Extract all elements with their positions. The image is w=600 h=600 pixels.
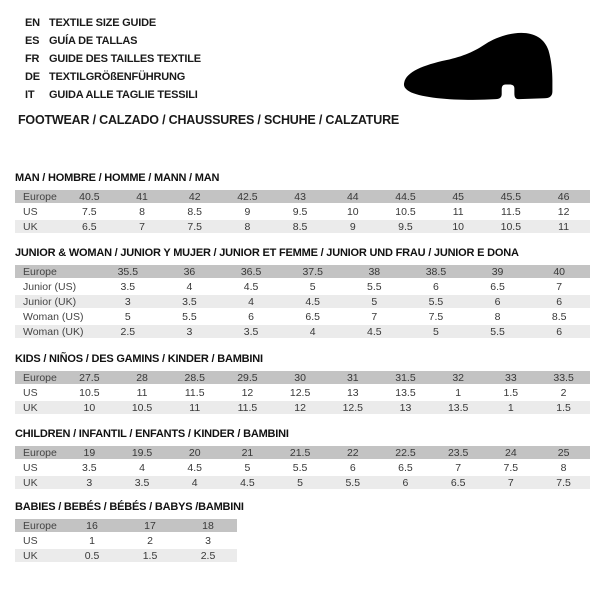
size-value: 6.5 (379, 461, 432, 476)
size-value: 7 (116, 220, 169, 235)
row-label: Junior (US) (15, 280, 97, 295)
size-value: 21 (221, 446, 274, 461)
size-value: 8.5 (528, 310, 590, 325)
size-value: 3.5 (63, 461, 116, 476)
size-value: 5.5 (467, 325, 529, 340)
size-value: 31.5 (379, 371, 432, 386)
size-value: 3 (97, 295, 159, 310)
language-label: TEXTILE SIZE GUIDE (49, 17, 157, 29)
size-value: 8.5 (274, 220, 327, 235)
size-value: 33 (485, 371, 538, 386)
table-row (15, 295, 590, 310)
size-value: 8 (221, 220, 274, 235)
size-value: 9 (326, 220, 379, 235)
size-value: 4.5 (168, 461, 221, 476)
size-value: 44 (326, 190, 379, 205)
size-value: 2.5 (97, 325, 159, 340)
language-code: EN (25, 17, 40, 29)
size-value: 8 (537, 461, 590, 476)
size-value: 25 (537, 446, 590, 461)
size-value: 4 (168, 476, 221, 491)
size-value: 11.5 (485, 205, 538, 220)
size-value: 42 (168, 190, 221, 205)
size-table-man (15, 190, 590, 235)
size-value: 11.5 (168, 386, 221, 401)
size-value: 11 (432, 205, 485, 220)
size-value: 5 (282, 280, 344, 295)
table-row (15, 190, 590, 205)
table-row (15, 476, 590, 491)
size-table-kids (15, 371, 590, 416)
row-label: UK (15, 476, 63, 491)
size-value: 38 (344, 265, 406, 280)
size-value: 6.5 (63, 220, 116, 235)
table-row (15, 519, 237, 534)
size-value: 3 (179, 534, 237, 549)
table-row (15, 534, 237, 549)
language-code: FR (25, 53, 40, 65)
size-value: 10 (326, 205, 379, 220)
size-value: 43 (274, 190, 327, 205)
size-value: 46 (537, 190, 590, 205)
language-code: ES (25, 35, 40, 47)
size-table-children (15, 446, 590, 491)
row-label: US (15, 534, 63, 549)
size-value: 10.5 (116, 401, 169, 416)
size-section-title: CHILDREN / INFANTIL / ENFANTS / KINDER / BAMBINI (15, 428, 289, 440)
size-value: 5.5 (326, 476, 379, 491)
size-table-babies (15, 519, 237, 564)
row-label: UK (15, 401, 63, 416)
size-value: 3.5 (97, 280, 159, 295)
row-label: US (15, 205, 63, 220)
size-value: 7 (344, 310, 406, 325)
size-section-babies (15, 501, 590, 564)
size-value: 5 (274, 476, 327, 491)
size-value: 31 (326, 371, 379, 386)
size-value: 6 (405, 280, 467, 295)
size-value: 9 (221, 205, 274, 220)
row-label: Europe (15, 190, 63, 205)
size-value: 7 (432, 461, 485, 476)
size-value: 11 (168, 401, 221, 416)
size-value: 17 (121, 519, 179, 534)
size-value: 3 (63, 476, 116, 491)
size-value: 13 (379, 401, 432, 416)
size-section-title: JUNIOR & WOMAN / JUNIOR Y MUJER / JUNIOR ET FEMME / JUNIOR UND FRAU / JUNIOR E DONA (15, 247, 519, 259)
table-row (15, 549, 237, 564)
size-value: 4 (159, 280, 221, 295)
size-value: 11 (537, 220, 590, 235)
size-value: 10 (432, 220, 485, 235)
row-label: Woman (UK) (15, 325, 97, 340)
language-code: IT (25, 89, 35, 101)
size-value: 23.5 (432, 446, 485, 461)
size-value: 29.5 (221, 371, 274, 386)
size-value: 4 (220, 295, 282, 310)
size-value: 1.5 (121, 549, 179, 564)
size-value: 45 (432, 190, 485, 205)
size-value: 4.5 (282, 295, 344, 310)
size-value: 1.5 (537, 401, 590, 416)
size-value: 7 (528, 280, 590, 295)
size-value: 18 (179, 519, 237, 534)
table-row (15, 220, 590, 235)
size-value: 13 (326, 386, 379, 401)
size-value: 5.5 (344, 280, 406, 295)
size-value: 5 (221, 461, 274, 476)
size-value: 2.5 (179, 549, 237, 564)
language-label: GUIDA ALLE TAGLIE TESSILI (49, 89, 198, 101)
size-value: 12 (537, 205, 590, 220)
row-label: Europe (15, 265, 97, 280)
size-value: 3.5 (220, 325, 282, 340)
size-value: 10 (63, 401, 116, 416)
size-value: 37.5 (282, 265, 344, 280)
size-value: 2 (121, 534, 179, 549)
size-section-junior-woman (15, 247, 590, 340)
size-value: 12 (274, 401, 327, 416)
row-label: UK (15, 549, 63, 564)
language-label: TEXTILGRÖßENFÜHRUNG (49, 71, 186, 83)
size-value: 6.5 (432, 476, 485, 491)
size-section-title: MAN / HOMBRE / HOMME / MANN / MAN (15, 172, 220, 184)
size-value: 44.5 (379, 190, 432, 205)
size-value: 19.5 (116, 446, 169, 461)
size-value: 7 (485, 476, 538, 491)
size-section-man (15, 172, 590, 235)
size-value: 38.5 (405, 265, 467, 280)
size-value: 11.5 (221, 401, 274, 416)
size-value: 4.5 (220, 280, 282, 295)
size-value: 16 (63, 519, 121, 534)
size-value: 6 (528, 295, 590, 310)
size-value: 32 (432, 371, 485, 386)
row-label: Woman (US) (15, 310, 97, 325)
size-value: 35.5 (97, 265, 159, 280)
table-row (15, 461, 590, 476)
size-value: 6.5 (467, 280, 529, 295)
language-code: DE (25, 71, 40, 83)
size-value: 36.5 (220, 265, 282, 280)
row-label: Europe (15, 446, 63, 461)
size-value: 6 (220, 310, 282, 325)
size-section-kids (15, 353, 590, 416)
size-value: 7.5 (405, 310, 467, 325)
size-value: 1 (63, 534, 121, 549)
row-label: US (15, 461, 63, 476)
size-value: 4 (282, 325, 344, 340)
size-value: 41 (116, 190, 169, 205)
table-row (15, 310, 590, 325)
size-value: 5 (344, 295, 406, 310)
size-value: 7.5 (168, 220, 221, 235)
size-value: 10.5 (63, 386, 116, 401)
size-value: 27.5 (63, 371, 116, 386)
size-value: 22.5 (379, 446, 432, 461)
table-row (15, 205, 590, 220)
dress-shoe-icon (396, 28, 584, 106)
size-value: 9.5 (379, 220, 432, 235)
category-title: FOOTWEAR / CALZADO / CHAUSSURES / SCHUHE / CALZATURE (18, 113, 400, 127)
table-row (15, 371, 590, 386)
size-value: 11 (116, 386, 169, 401)
size-value: 28 (116, 371, 169, 386)
size-section-children (15, 428, 590, 491)
size-value: 6 (467, 295, 529, 310)
size-value: 0.5 (63, 549, 121, 564)
size-value: 12.5 (274, 386, 327, 401)
size-value: 3.5 (116, 476, 169, 491)
size-value: 7.5 (63, 205, 116, 220)
size-value: 36 (159, 265, 221, 280)
size-value: 24 (485, 446, 538, 461)
size-section-title: KIDS / NIÑOS / DES GAMINS / KINDER / BAMBINI (15, 353, 263, 365)
row-label: Junior (UK) (15, 295, 97, 310)
size-value: 5 (97, 310, 159, 325)
size-value: 30 (274, 371, 327, 386)
size-value: 8.5 (168, 205, 221, 220)
size-value: 7.5 (537, 476, 590, 491)
table-row (15, 401, 590, 416)
size-value: 1 (485, 401, 538, 416)
size-value: 28.5 (168, 371, 221, 386)
size-value: 1 (432, 386, 485, 401)
row-label: Europe (15, 371, 63, 386)
size-value: 5.5 (274, 461, 327, 476)
size-value: 4.5 (344, 325, 406, 340)
table-row (15, 265, 590, 280)
size-value: 10.5 (379, 205, 432, 220)
size-tables (15, 172, 590, 564)
table-row (15, 280, 590, 295)
size-value: 10.5 (485, 220, 538, 235)
table-row (15, 446, 590, 461)
language-label: GUIDE DES TAILLES TEXTILE (49, 53, 201, 65)
size-value: 1.5 (485, 386, 538, 401)
size-value: 6.5 (282, 310, 344, 325)
size-value: 7.5 (485, 461, 538, 476)
row-label: UK (15, 220, 63, 235)
size-value: 12.5 (326, 401, 379, 416)
table-row (15, 386, 590, 401)
size-value: 19 (63, 446, 116, 461)
size-value: 5.5 (405, 295, 467, 310)
size-value: 8 (116, 205, 169, 220)
size-value: 13.5 (379, 386, 432, 401)
size-value: 8 (467, 310, 529, 325)
language-label: GUÍA DE TALLAS (49, 35, 138, 47)
size-value: 6 (379, 476, 432, 491)
row-label: US (15, 386, 63, 401)
size-value: 20 (168, 446, 221, 461)
size-value: 6 (326, 461, 379, 476)
size-value: 2 (537, 386, 590, 401)
size-section-title: BABIES / BEBÉS / BÉBÉS / BABYS /BAMBINI (15, 501, 244, 513)
size-value: 39 (467, 265, 529, 280)
row-label: Europe (15, 519, 63, 534)
size-value: 12 (221, 386, 274, 401)
table-row (15, 325, 590, 340)
size-value: 45.5 (485, 190, 538, 205)
size-value: 4.5 (221, 476, 274, 491)
size-value: 5.5 (159, 310, 221, 325)
size-value: 21.5 (274, 446, 327, 461)
size-value: 3.5 (159, 295, 221, 310)
size-value: 6 (528, 325, 590, 340)
size-value: 5 (405, 325, 467, 340)
size-value: 3 (159, 325, 221, 340)
size-table-junior-woman (15, 265, 590, 340)
size-value: 13.5 (432, 401, 485, 416)
size-value: 42.5 (221, 190, 274, 205)
size-value: 4 (116, 461, 169, 476)
size-value: 22 (326, 446, 379, 461)
size-value: 40.5 (63, 190, 116, 205)
size-value: 33.5 (537, 371, 590, 386)
size-value: 40 (528, 265, 590, 280)
size-value: 9.5 (274, 205, 327, 220)
